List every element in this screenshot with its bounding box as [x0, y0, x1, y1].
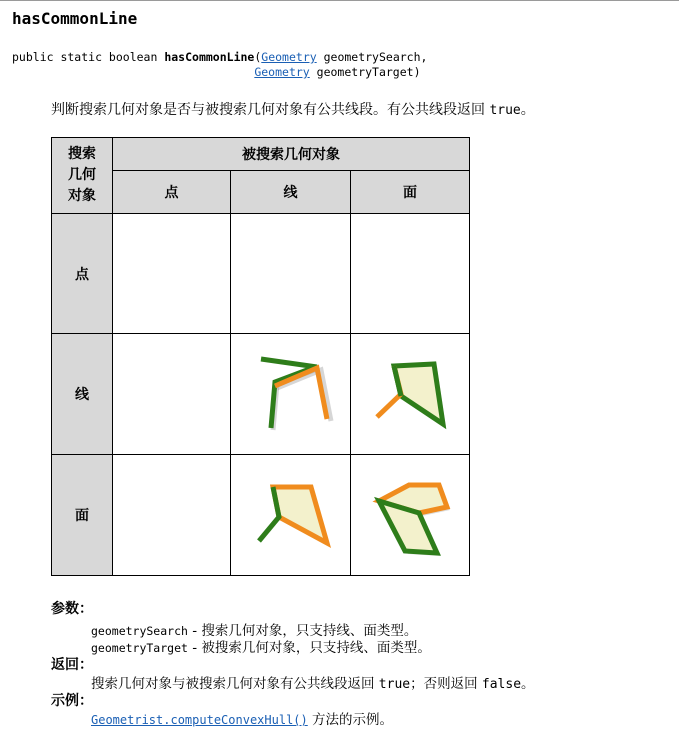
description-value: true — [489, 103, 521, 118]
method-title: hasCommonLine — [12, 9, 138, 28]
param2-type-link[interactable]: Geometry — [254, 65, 310, 79]
param-desc: - 被搜索几何对象，只支持线、面类型。 — [187, 640, 431, 656]
param-desc: - 搜索几何对象，只支持线、面类型。 — [187, 623, 418, 639]
corner-label-line: 几何 — [68, 167, 96, 183]
method-signature: public static boolean hasCommonLine(Geometry geometrySearch, Geometry geometryTarget) — [12, 50, 428, 79]
param1-name: geometrySearch, — [316, 50, 428, 64]
returns-value-false: false — [481, 677, 522, 692]
param-item — [91, 636, 431, 656]
corner-label-line: 对象 — [68, 188, 96, 204]
cell-polygon-line — [231, 455, 351, 576]
example-text — [91, 708, 393, 728]
top-divider — [0, 0, 679, 1]
target-line-orange — [275, 368, 327, 419]
returns-text-part: 搜索几何对象与被搜索几何对象有公共线段返回 — [91, 676, 379, 692]
target-line — [259, 487, 279, 541]
param-name: geometrySearch — [91, 624, 188, 638]
cell-point-polygon — [351, 214, 470, 334]
description-end: 。 — [520, 102, 535, 118]
cell-point-point — [113, 214, 231, 334]
row-header-polygon: 面 — [52, 455, 113, 576]
signature-method-name: hasCommonLine — [164, 50, 255, 64]
polygon-line-diagram — [231, 455, 350, 575]
row-header-line: 线 — [52, 334, 113, 455]
polygon-polygon-diagram — [351, 455, 469, 575]
cell-polygon-polygon — [351, 455, 470, 576]
param2-name: geometryTarget) — [309, 65, 421, 79]
example-desc: 方法的示例。 — [307, 712, 394, 728]
returns-text-part: ；否则返回 — [410, 676, 482, 692]
relation-matrix-table — [51, 137, 470, 576]
cell-polygon-point — [113, 455, 231, 576]
returns-text-part: 。 — [521, 676, 535, 692]
target-line — [261, 359, 317, 367]
target-header: 被搜索几何对象 — [113, 138, 470, 171]
example-label: 示例： — [51, 693, 93, 709]
cell-line-line — [231, 334, 351, 455]
cell-line-point — [113, 334, 231, 455]
params-label: 参数： — [51, 601, 93, 617]
line-polygon-diagram — [351, 334, 469, 454]
corner-label — [52, 138, 113, 214]
row-header-point: 点 — [52, 214, 113, 334]
method-description — [51, 99, 535, 119]
column-header-line: 线 — [231, 171, 351, 214]
corner-label-line: 搜索 — [68, 146, 96, 162]
column-header-point: 点 — [113, 171, 231, 214]
column-header-polygon: 面 — [351, 171, 470, 214]
signature-modifiers: public static boolean — [12, 50, 165, 64]
description-text: 判断搜索几何对象是否与被搜索几何对象有公共线段。有公共线段返回 — [51, 102, 490, 118]
returns-label: 返回： — [51, 657, 93, 673]
param-name: geometryTarget — [91, 641, 188, 655]
param1-type-link[interactable]: Geometry — [261, 50, 317, 64]
cell-line-polygon — [351, 334, 470, 455]
example-link[interactable]: Geometrist.computeConvexHull() — [91, 713, 308, 727]
returns-value-true: true — [378, 677, 411, 692]
cell-point-line — [231, 214, 351, 334]
returns-text — [91, 672, 535, 692]
line-line-diagram — [231, 334, 350, 454]
